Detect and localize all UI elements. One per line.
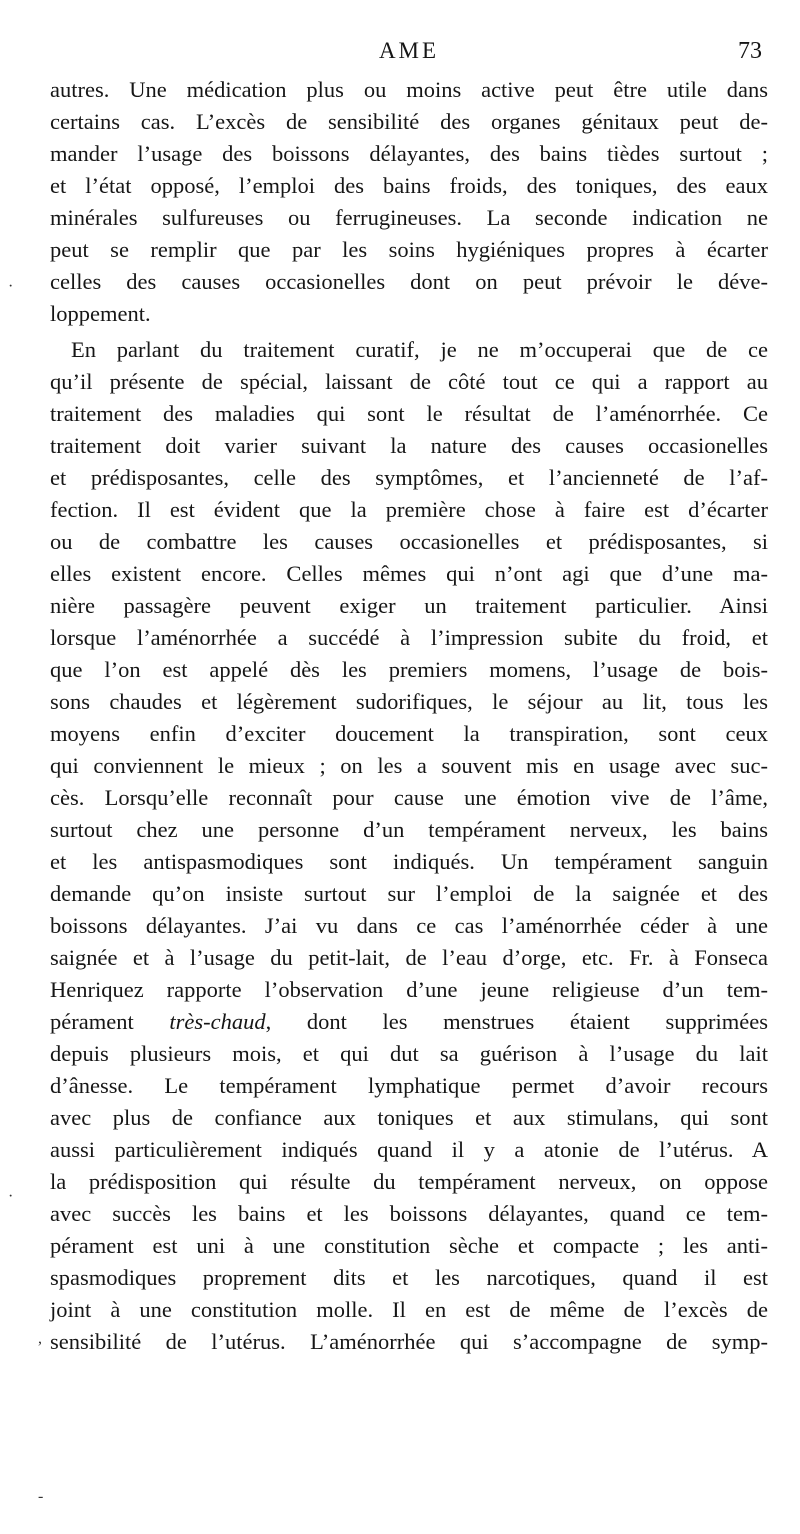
text-line: cès. Lorsqu’elle reconnaît pour cause une émotion vive de l’âme, [50,785,768,810]
text-segment: pérament [50,1009,170,1034]
text-line: elles existent encore. Celles mêmes qui n’ont agi que d’une ma- [50,561,768,586]
text-line-with-italic [50,1006,768,1038]
text-line: minérales sulfureuses ou ferrugineuses. La seconde indication ne [50,205,768,230]
text-segment: , dont les menstrues étaient supprimées [265,1009,768,1034]
text-line: mander l’usage des boissons délayantes, des bains tièdes surtout ; [50,141,768,166]
text-line: demande qu’on insiste surtout sur l’emploi de la saignée et des [50,881,768,906]
text-line: sensibilité de l’utérus. L’aménorrhée qui s’accompagne de symp- [50,1329,768,1354]
italic-term: très-chaud [169,1009,266,1034]
text-line: qu’il présente de spécial, laissant de côté tout ce qui a rapport au [50,369,768,394]
text-line: sons chaudes et légèrement sudorifiques, le séjour au lit, tous les [50,689,768,714]
text-line: fection. Il est évident que la première chose à faire est d’écarter [50,497,768,522]
text-line: surtout chez une personne d’un tempérament nerveux, les bains [50,817,768,842]
body-text [50,74,768,1358]
text-line: ou de combattre les causes occasionelles et prédisposantes, si [50,529,768,554]
text-line: traitement des maladies qui sont le résultat de l’aménorrhée. Ce [50,401,768,426]
margin-mark: , [38,1330,42,1347]
paragraph-2 [50,334,768,1358]
text-line: avec succès les bains et les boissons délayantes, quand ce tem- [50,1201,768,1226]
text-line: autres. Une médication plus ou moins active peut être utile dans [50,77,768,102]
text-line: joint à une constitution molle. Il en est de même de l’excès de [50,1297,768,1322]
text-line: peut se remplir que par les soins hygiéniques propres à écarter [50,237,768,262]
paragraph-1 [50,74,768,330]
text-line: et les antispasmodiques sont indiqués. Un tempérament sanguin [50,849,768,874]
running-title: AME [378,38,440,63]
text-line: boissons délayantes. J’ai vu dans ce cas l’aménorrhée céder à une [50,913,768,938]
page-header [50,38,768,68]
text-line: pérament est uni à une constitution sèche et compacte ; les anti- [50,1233,768,1258]
margin-mark: - [38,1488,44,1505]
text-line: loppement. [50,301,151,326]
page-number: 73 [738,38,762,64]
text-line: spasmodiques proprement dits et les narcotiques, quand il est [50,1265,768,1290]
text-line: et prédisposantes, celle des symptômes, et l’ancienneté de l’af- [50,465,768,490]
text-line: qui conviennent le mieux ; on les a souvent mis en usage avec suc- [50,753,768,778]
text-line: moyens enfin d’exciter doucement la transpiration, sont ceux [50,721,768,746]
text-line: nière passagère peuvent exiger un traitement particulier. Ainsi [50,593,768,618]
text-line: et l’état opposé, l’emploi des bains froids, des toniques, des eaux [50,173,768,198]
text-line: d’ânesse. Le tempérament lymphatique permet d’avoir recours [50,1073,768,1098]
text-line: aussi particulièrement indiqués quand il y a atonie de l’utérus. A [50,1137,768,1162]
text-line: la prédisposition qui résulte du tempérament nerveux, on oppose [50,1169,768,1194]
text-line: Henriquez rapporte l’observation d’une jeune religieuse d’un tem- [50,977,768,1002]
text-line: que l’on est appelé dès les premiers momens, l’usage de bois- [50,657,768,682]
text-line: certains cas. L’excès de sensibilité des organes génitaux peut de- [50,109,768,134]
text-line: depuis plusieurs mois, et qui dut sa guérison à l’usage du lait [50,1041,768,1066]
margin-mark: · [8,278,14,295]
text-line: celles des causes occasionelles dont on peut prévoir le déve- [50,269,768,294]
text-line: saignée et à l’usage du petit-lait, de l’eau d’orge, etc. Fr. à Fonseca [50,945,768,970]
text-line: En parlant du traitement curatif, je ne m’occuperai que de ce [71,337,768,362]
text-line: traitement doit varier suivant la nature des causes occasionelles [50,433,768,458]
text-line: avec plus de confiance aux toniques et aux stimulans, qui sont [50,1105,768,1130]
margin-mark: · [8,1188,14,1205]
text-line: lorsque l’aménorrhée a succédé à l’impression subite du froid, et [50,625,768,650]
